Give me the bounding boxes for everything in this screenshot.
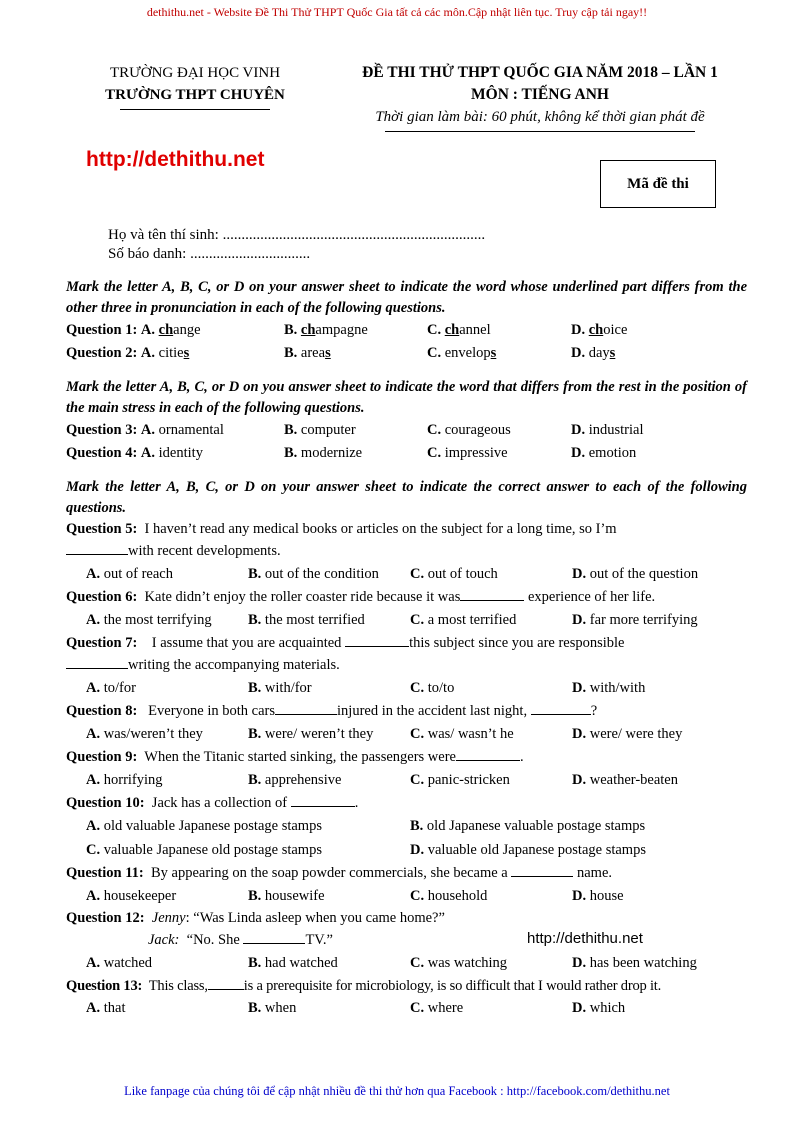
- option-text: ornamental: [158, 422, 224, 438]
- school-name: TRƯỜNG THPT CHUYÊN: [105, 87, 285, 103]
- option-letter: C.: [410, 954, 425, 971]
- option-letter: D.: [572, 887, 587, 904]
- options-10a: [66, 814, 747, 838]
- question-text: is a prerequisite for microbiology, is so difficult that I would rather drop it.: [243, 978, 662, 994]
- option-text: with/with: [589, 679, 646, 696]
- question-label: Question 4:: [66, 445, 138, 461]
- option-letter: B.: [248, 887, 262, 904]
- question-label: Question 5:: [66, 521, 138, 537]
- answer-blank: [291, 792, 355, 807]
- question-text: experience of her life.: [527, 589, 656, 605]
- option-text: were/ were they: [589, 725, 683, 742]
- question-6: [66, 586, 747, 608]
- option-letter: C.: [410, 565, 425, 582]
- university-name: TRƯỜNG ĐẠI HỌC VINH: [109, 65, 281, 81]
- option-text: valuable old Japanese postage stamps: [427, 841, 646, 858]
- option-text: with/for: [264, 679, 312, 696]
- question-text: writing the accompanying materials.: [128, 657, 340, 673]
- option-text: courageous: [444, 422, 511, 438]
- exam-subject: MÔN : TIẾNG ANH: [471, 86, 609, 103]
- option-text: ampagne: [315, 322, 368, 338]
- exam-code-box: Mã đề thi: [600, 160, 716, 208]
- instruction-stress: Mark the letter A, B, C, or D on you answer sheet to indicate the word that differs from the rest in the position of the main stress in each of the following questions.: [66, 379, 747, 416]
- option-text: out of the condition: [264, 565, 379, 582]
- options-9: [66, 768, 747, 792]
- option-text: far more terrifying: [589, 611, 698, 628]
- option-letter: A.: [86, 725, 101, 742]
- option-letter: C.: [427, 445, 442, 461]
- option-text: horrifying: [103, 771, 163, 788]
- school-header: [90, 62, 300, 110]
- question-text: this subject since you are responsible: [409, 635, 625, 651]
- option-letter: D.: [410, 841, 425, 858]
- speaker-name: Jack:: [148, 932, 180, 948]
- option-letter: D.: [571, 322, 586, 338]
- candidate-id-field: Số báo danh: ................................: [108, 246, 311, 262]
- option-letter: D.: [572, 725, 587, 742]
- options-6: [66, 608, 747, 632]
- options-8: [66, 722, 747, 746]
- option-text: watched: [103, 954, 153, 971]
- question-text: .: [519, 749, 524, 765]
- question-2: [66, 342, 747, 365]
- option-text: envelop: [444, 345, 491, 361]
- question-text: .: [354, 795, 359, 811]
- option-text: day: [588, 345, 610, 361]
- divider: [120, 109, 270, 110]
- option-text: area: [300, 345, 326, 361]
- option-letter: A.: [86, 771, 101, 788]
- option-text: old Japanese valuable postage stamps: [426, 817, 646, 834]
- option-letter: C.: [410, 887, 425, 904]
- option-letter: B.: [284, 322, 298, 338]
- option-letter: A.: [86, 565, 101, 582]
- answer-blank: [275, 700, 337, 715]
- option-text: identity: [158, 445, 203, 461]
- answer-blank: [208, 975, 244, 990]
- option-text: out of reach: [103, 565, 173, 582]
- option-text: was/ wasn’t he: [427, 725, 514, 742]
- option-text: old valuable Japanese postage stamps: [103, 817, 322, 834]
- speaker-name: Jenny: [151, 910, 186, 926]
- option-letter: A.: [140, 422, 156, 438]
- instruction-pronunciation: Mark the letter A, B, C, or D on your answer sheet to indicate the word whose underlined part differs from the other three in pronunciation in each of the following questions.: [66, 279, 747, 316]
- option-text: to/for: [103, 679, 136, 696]
- option-letter: D.: [571, 422, 586, 438]
- instruction-correct-answer: Mark the letter A, B, C, or D on your answer sheet to indicate the correct answer to each of the following questions.: [66, 479, 747, 516]
- option-text: the most terrifying: [103, 611, 212, 628]
- question-label: Question 13:: [66, 978, 143, 994]
- options-10b: [66, 838, 747, 862]
- option-text: apprehensive: [264, 771, 342, 788]
- option-text: household: [427, 887, 488, 904]
- option-letter: D.: [571, 345, 586, 361]
- option-letter: D.: [571, 445, 586, 461]
- option-letter: A.: [140, 322, 156, 338]
- option-text: that: [103, 999, 126, 1016]
- question-text: When the Titanic started sinking, the passengers were: [144, 749, 456, 765]
- option-text: modernize: [300, 445, 363, 461]
- options-7: [66, 676, 747, 700]
- option-text: ange: [173, 322, 201, 338]
- underlined-part: s: [183, 345, 190, 361]
- question-text: ?: [590, 703, 598, 719]
- underlined-part: s: [325, 345, 331, 361]
- footer-facebook-link[interactable]: Like fanpage của chúng tôi để cập nhật nhiều đề thi thử hơn qua Facebook : http://facebook.com/dethithu.net: [124, 1084, 670, 1098]
- option-text: housekeeper: [103, 887, 177, 904]
- option-letter: B.: [248, 679, 262, 696]
- option-letter: A.: [86, 954, 101, 971]
- option-text: when: [264, 999, 297, 1016]
- option-letter: B.: [248, 954, 262, 971]
- option-letter: B.: [284, 345, 298, 361]
- underlined-part: ch: [300, 322, 316, 338]
- underlined-part: s: [609, 345, 616, 361]
- option-letter: A.: [86, 887, 101, 904]
- option-text: to/to: [427, 679, 455, 696]
- candidate-info: [108, 226, 485, 264]
- questions: [66, 277, 747, 1019]
- question-12: [66, 908, 747, 951]
- option-letter: A.: [86, 999, 101, 1016]
- answer-blank: [66, 654, 128, 669]
- option-text: was watching: [427, 954, 508, 971]
- exam-title: ĐỀ THI THỬ THPT QUỐC GIA NĂM 2018 – LẦN 1: [362, 64, 718, 81]
- question-text: name.: [576, 865, 613, 881]
- answer-blank: [345, 632, 409, 647]
- option-letter: D.: [572, 771, 587, 788]
- answer-blank: [66, 540, 128, 555]
- question-text: “No. She: [186, 932, 240, 948]
- question-label: Question 6:: [66, 589, 138, 605]
- option-letter: A.: [86, 679, 101, 696]
- site-url[interactable]: http://dethithu.net: [86, 148, 265, 171]
- option-text: had watched: [264, 954, 338, 971]
- option-text: where: [427, 999, 464, 1016]
- option-text: computer: [300, 422, 356, 438]
- question-1: [66, 319, 747, 342]
- option-text: the most terrified: [264, 611, 365, 628]
- option-text: oice: [603, 322, 628, 338]
- watermark-url: http://dethithu.net: [527, 930, 643, 947]
- option-letter: C.: [427, 345, 442, 361]
- question-label: Question 9:: [66, 749, 138, 765]
- option-letter: D.: [572, 611, 587, 628]
- question-text: Jack has a collection of: [151, 795, 288, 811]
- exam-time: Thời gian làm bài: 60 phút, không kể thời gian phát đề: [375, 109, 705, 125]
- divider: [385, 131, 695, 132]
- underlined-part: ch: [588, 322, 604, 338]
- question-label: Question 7:: [66, 635, 138, 651]
- question-text: I assume that you are acquainted: [151, 635, 342, 651]
- answer-blank: [460, 586, 524, 601]
- option-letter: B.: [248, 999, 262, 1016]
- question-4: [66, 442, 747, 465]
- option-letter: D.: [572, 954, 587, 971]
- option-letter: C.: [410, 771, 425, 788]
- option-text: which: [589, 999, 626, 1016]
- option-letter: C.: [410, 611, 425, 628]
- question-label: Question 2:: [66, 345, 138, 361]
- option-text: valuable Japanese old postage stamps: [103, 841, 322, 858]
- exam-header: [332, 62, 748, 132]
- option-text: panic-stricken: [427, 771, 510, 788]
- option-text: annel: [459, 322, 491, 338]
- question-7: [66, 632, 747, 676]
- question-8: [66, 700, 747, 722]
- option-letter: A.: [86, 817, 101, 834]
- candidate-name-field: Họ và tên thí sinh: ......................................................................: [108, 227, 486, 243]
- option-text: was/weren’t they: [103, 725, 203, 742]
- question-label: Question 8:: [66, 703, 138, 719]
- underlined-part: s: [490, 345, 497, 361]
- option-text: industrial: [588, 422, 644, 438]
- question-text: TV.”: [305, 932, 333, 948]
- question-label: Question 1:: [66, 322, 138, 338]
- question-text: with recent developments.: [128, 543, 281, 559]
- option-letter: C.: [410, 725, 425, 742]
- option-letter: B.: [248, 725, 262, 742]
- option-text: impressive: [444, 445, 508, 461]
- option-letter: B.: [284, 422, 298, 438]
- option-letter: B.: [284, 445, 298, 461]
- options-13: [66, 997, 747, 1019]
- option-text: weather-beaten: [589, 771, 678, 788]
- question-13: [66, 975, 747, 997]
- answer-blank: [511, 862, 573, 877]
- option-letter: D.: [572, 565, 587, 582]
- answer-blank: [531, 700, 591, 715]
- option-text: out of touch: [427, 565, 498, 582]
- options-5: [66, 562, 747, 586]
- option-letter: B.: [410, 817, 424, 834]
- question-text: By appearing on the soap powder commercials, she became a: [151, 865, 508, 881]
- option-text: housewife: [264, 887, 325, 904]
- question-text: I haven’t read any medical books or articles on the subject for a long time, so I’m: [144, 521, 617, 537]
- answer-blank: [243, 929, 305, 944]
- question-text: Kate didn’t enjoy the roller coaster ride because it was: [144, 589, 461, 605]
- option-text: citie: [158, 345, 184, 361]
- option-text: a most terrified: [427, 611, 517, 628]
- option-letter: B.: [248, 771, 262, 788]
- option-letter: A.: [86, 611, 101, 628]
- option-letter: C.: [410, 679, 425, 696]
- question-10: [66, 792, 747, 814]
- question-label: Question 10:: [66, 795, 145, 811]
- question-label: Question 11:: [66, 865, 144, 881]
- option-letter: C.: [427, 422, 442, 438]
- question-9: [66, 746, 747, 768]
- underlined-part: ch: [158, 322, 174, 338]
- option-letter: D.: [572, 999, 587, 1016]
- question-3: [66, 419, 747, 442]
- question-5: [66, 519, 747, 562]
- top-banner-link[interactable]: dethithu.net - Website Đề Thi Thử THPT Quốc Gia tất cả các môn.Cập nhật liên tục. Truy cập tải ngay!!: [146, 5, 648, 19]
- option-text: has been watching: [589, 954, 697, 971]
- answer-blank: [456, 746, 520, 761]
- option-text: emotion: [588, 445, 637, 461]
- options-11: [66, 884, 747, 908]
- options-12: [66, 951, 747, 975]
- option-letter: B.: [248, 565, 262, 582]
- question-text: injured in the accident last night,: [337, 703, 528, 719]
- option-letter: B.: [248, 611, 262, 628]
- question-11: [66, 862, 747, 884]
- option-letter: D.: [572, 679, 587, 696]
- question-text: Everyone in both cars: [148, 703, 276, 719]
- question-label: Question 12:: [66, 910, 145, 926]
- option-letter: C.: [86, 841, 101, 858]
- option-letter: C.: [427, 322, 442, 338]
- underlined-part: ch: [444, 322, 460, 338]
- option-text: out of the question: [589, 565, 699, 582]
- option-text: house: [589, 887, 624, 904]
- option-letter: A.: [140, 445, 156, 461]
- option-letter: A.: [140, 345, 156, 361]
- option-text: were/ weren’t they: [264, 725, 374, 742]
- question-text: : “Was Linda asleep when you came home?”: [185, 910, 445, 926]
- question-label: Question 3:: [66, 422, 138, 438]
- question-text: This class,: [148, 978, 208, 994]
- option-letter: C.: [410, 999, 425, 1016]
